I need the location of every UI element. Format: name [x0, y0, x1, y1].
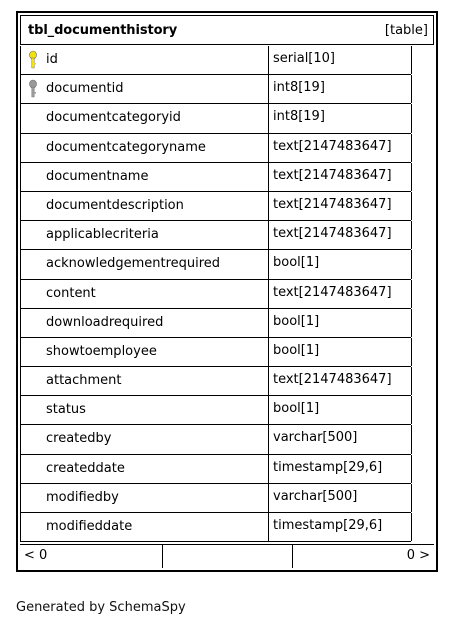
column-name[interactable]: documentname — [46, 168, 149, 184]
column-name[interactable]: createddate — [46, 460, 125, 476]
column-name[interactable]: modifieddate — [46, 519, 133, 534]
primary-key-icon — [27, 50, 39, 70]
column-type: text[2147483647] — [268, 163, 412, 191]
column-type: bool[1] — [268, 396, 412, 424]
column-row — [20, 280, 411, 309]
column-type: text[2147483647] — [268, 192, 412, 220]
column-row — [20, 163, 411, 192]
column-name[interactable]: modifiedby — [46, 489, 119, 505]
column-type: bool[1] — [268, 250, 412, 278]
table-header — [20, 15, 434, 45]
column-type: timestamp[29,6] — [268, 513, 412, 541]
column-type: int8[19] — [268, 104, 412, 132]
column-type: text[2147483647] — [268, 134, 412, 162]
column-name[interactable]: createdby — [46, 431, 112, 447]
column-list — [20, 46, 411, 542]
column-row — [20, 455, 411, 484]
table-entity-box — [16, 11, 438, 572]
footer-parents-cell — [20, 545, 163, 568]
column-row — [20, 513, 411, 542]
parents-count: < 0 — [24, 548, 48, 563]
column-type: timestamp[29,6] — [268, 455, 412, 483]
column-row — [20, 425, 411, 454]
footer-middle-cell — [163, 545, 293, 568]
column-row — [20, 75, 411, 104]
column-type: int8[19] — [268, 75, 412, 103]
column-row — [20, 104, 411, 133]
table-kind: [table] — [384, 23, 428, 38]
column-name[interactable]: documentdescription — [46, 197, 184, 213]
column-name[interactable]: content — [46, 285, 96, 301]
foreign-key-icon — [27, 79, 39, 99]
column-row — [20, 46, 411, 75]
column-row — [20, 367, 411, 396]
column-name[interactable]: status — [46, 402, 86, 418]
column-type: text[2147483647] — [268, 367, 412, 395]
column-type: serial[10] — [268, 46, 412, 74]
column-type: bool[1] — [268, 338, 412, 366]
column-type: text[2147483647] — [268, 280, 412, 308]
column-type: varchar[500] — [268, 425, 412, 453]
column-name[interactable]: downloadrequired — [46, 314, 164, 330]
column-type: bool[1] — [268, 309, 412, 337]
footer-children-cell — [293, 545, 434, 568]
column-row — [20, 221, 411, 250]
column-name[interactable]: showtoemployee — [46, 343, 157, 359]
column-name[interactable]: applicablecriteria — [46, 227, 159, 243]
column-name[interactable]: documentcategoryid — [46, 110, 181, 126]
column-row — [20, 396, 411, 425]
column-row — [20, 484, 411, 513]
column-type: text[2147483647] — [268, 221, 412, 249]
column-row — [20, 309, 411, 338]
table-footer — [20, 544, 434, 568]
column-row — [20, 338, 411, 367]
column-name[interactable]: documentcategoryname — [46, 139, 206, 155]
table-name[interactable]: tbl_documenthistory — [28, 23, 178, 38]
column-row — [20, 250, 411, 279]
column-name[interactable]: acknowledgementrequired — [46, 256, 221, 272]
column-row — [20, 134, 411, 163]
column-name[interactable]: documentid — [46, 81, 124, 97]
column-type: varchar[500] — [268, 484, 412, 512]
generated-by-text: Generated by SchemaSpy — [16, 600, 186, 615]
column-row — [20, 192, 411, 221]
children-count: 0 > — [406, 548, 430, 563]
column-name[interactable]: id — [46, 52, 58, 67]
column-name[interactable]: attachment — [46, 373, 122, 389]
